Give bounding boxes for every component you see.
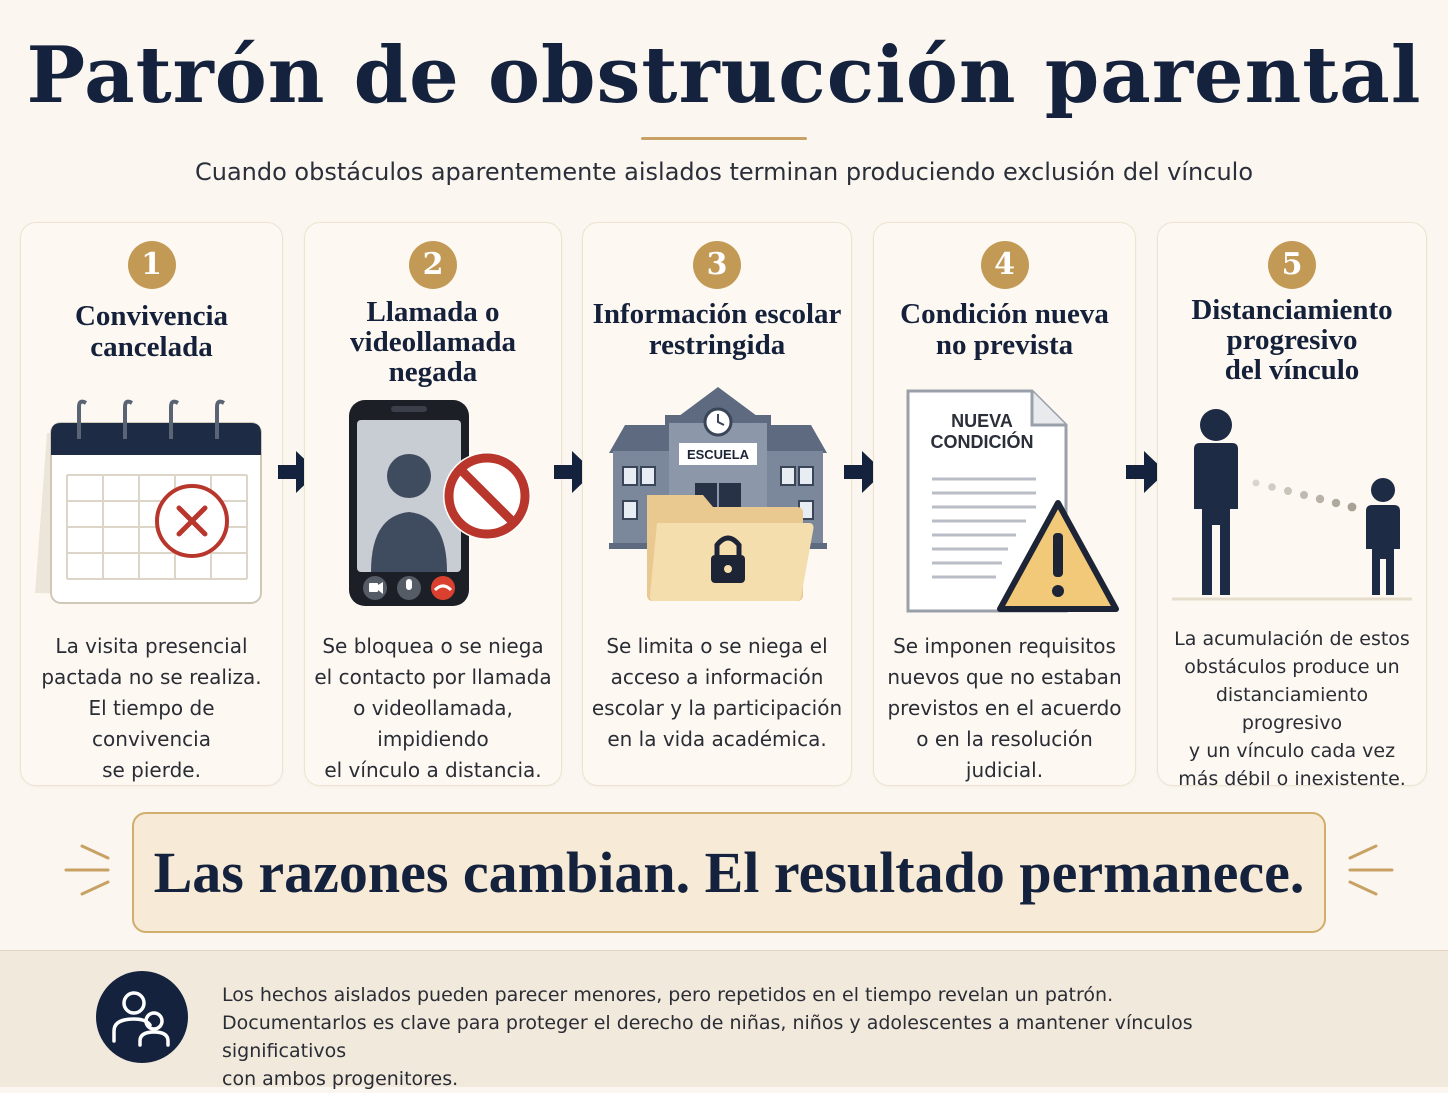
step-number-badge: 2: [409, 241, 457, 289]
step-card-1: [20, 222, 283, 786]
step-title: Condición nueva no prevista: [900, 298, 1109, 361]
parent-child-distance-icon: [1172, 403, 1412, 603]
step-title: Llamada o videollamada negada: [350, 296, 516, 388]
school-locked-folder-icon: [605, 385, 831, 620]
step-title: Convivencia cancelada: [74, 300, 229, 363]
footer-text: Los hechos aislados pueden parecer menores, pero repetidos en el tiempo revelan un patrón. Documentarlos es clave para proteger el derecho de niñas, niños y adolescentes a mantener vínculos significativos con ambos progenitores.: [222, 984, 1193, 1090]
new-condition-warning-icon: [904, 387, 1119, 617]
step-title: Distanciamiento progresivo del vínculo: [1191, 294, 1393, 386]
step-number-badge: 4: [981, 241, 1029, 289]
step-title: Información escolar restringida: [592, 298, 842, 361]
document-heading-line-2: CONDICIÓN: [930, 432, 1034, 452]
step-description: Se imponen requisitos nuevos que no estaban previstos en el acuerdo o en la resolución judicial.: [887, 634, 1122, 782]
step-card-3: [582, 222, 852, 786]
step-description: Se limita o se niega el acceso a información escolar y la participación en la vida académica.: [591, 634, 843, 751]
footer-note: [0, 950, 1448, 1090]
step-number-badge: 5: [1268, 241, 1316, 289]
emphasis-lines-left-icon: [62, 842, 112, 898]
step-description: La acumulación de estos obstáculos produce un distanciamiento progresivo y un vínculo cada vez más débil o inexistente.: [1174, 628, 1410, 790]
cancelled-calendar-icon: [29, 393, 274, 608]
key-message-text: Las razones cambian. El resultado permanece.: [153, 840, 1305, 905]
step-description: La visita presencial pactada no se realiza. El tiempo de convivencia se pierde.: [41, 634, 262, 782]
step-number-badge: 1: [128, 241, 176, 289]
document-heading-line-1: NUEVA: [951, 411, 1013, 431]
step-card-4: [873, 222, 1136, 786]
emphasis-lines-right-icon: [1346, 842, 1396, 898]
title-divider: [641, 137, 807, 140]
school-sign-label: ESCUELA: [686, 447, 750, 462]
page-title: Patrón de obstrucción parental: [26, 30, 1422, 121]
step-description: Se bloquea o se niega el contacto por llamada o videollamada, impidiendo el vínculo a distancia.: [314, 634, 552, 782]
family-icon: [96, 971, 188, 1063]
blocked-video-call-icon: [345, 398, 545, 608]
step-card-5: [1157, 222, 1427, 790]
key-message-banner: [132, 812, 1326, 933]
page-subtitle: Cuando obstáculos aparentemente aislados terminan produciendo exclusión del vínculo: [194, 158, 1253, 186]
step-card-2: [304, 222, 562, 786]
step-number-badge: 3: [693, 241, 741, 289]
